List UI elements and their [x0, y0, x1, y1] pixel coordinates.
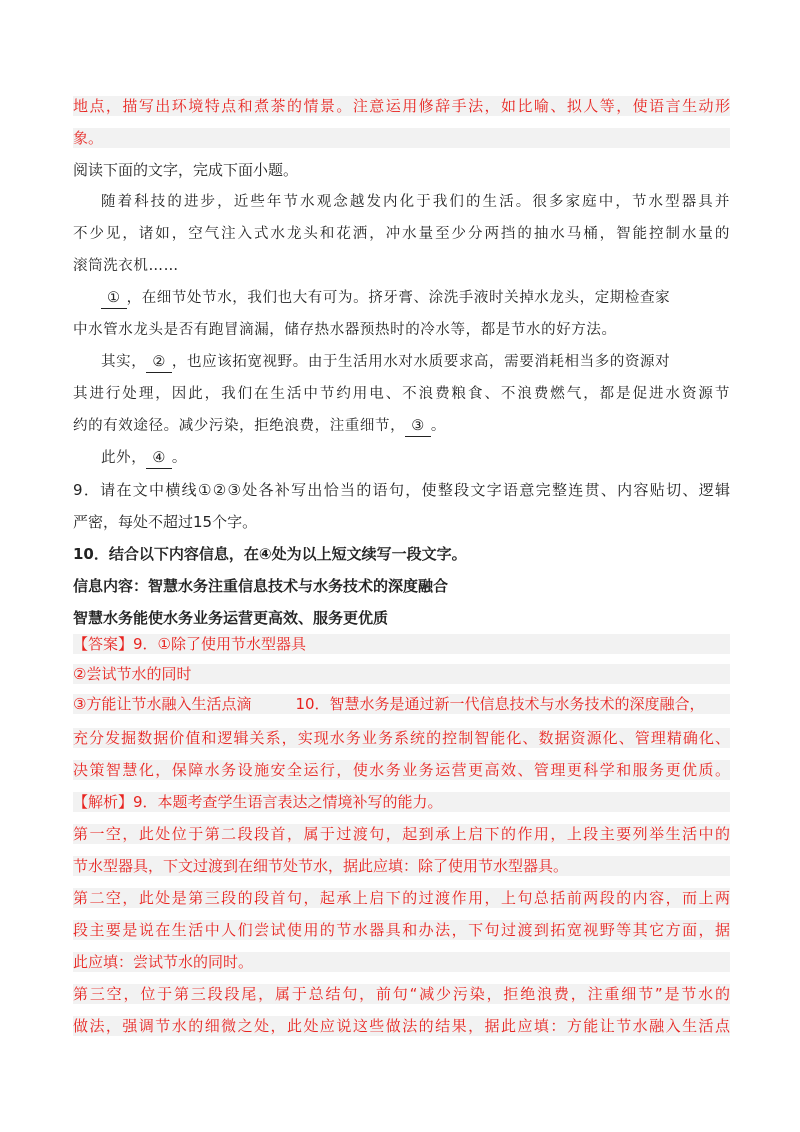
analysis-s2-line-3: 此应填：尝试节水的同时。: [73, 952, 730, 972]
analysis-intro: 9．本题考查学生语言表达之情境补写的能力。: [133, 793, 443, 811]
passage-p3-pre: 其实，: [101, 354, 147, 370]
analysis-s3-line-2: 做法，强调节水的细微之处，此处应说这些做法的结果，据此应填：方能让节水融入生活点: [73, 1017, 730, 1035]
analysis-s1-line-2: 节水型器具，下文过渡到在细节处节水，据此应填：除了使用节水型器具。: [73, 856, 730, 876]
passage-p1-line-2: 不少见，诸如，空气注入式水龙头和花洒，冲水量至少分两挡的抽水马桶，智能控制水量的: [73, 226, 730, 242]
passage-p3-line-3-end: 。: [430, 418, 446, 434]
passage-p4-end: 。: [171, 450, 188, 466]
analysis-label: 【解析】: [73, 793, 134, 811]
passage-p3-line-3-text: 约的有效途径。减少污染，拒绝浪费，注重细节，: [73, 418, 406, 434]
answer-10: 10．智慧水务是通过新一代信息技术与水务技术的深度融合，: [295, 695, 705, 713]
passage-p1-line-3: 滚筒洗衣机……: [73, 258, 179, 274]
answer-line-1: [73, 634, 730, 654]
analysis-s3-line-1: 第三空，位于第三段段尾，属于总结句，前句“减少污染，拒绝浪费，注重细节”是节水的: [73, 985, 730, 1003]
answer-line-4: 充分发掘数据价值和逻辑关系，实现水务业务系统的控制智能化、数据资源化、管理精确化、: [73, 729, 730, 747]
analysis-line-1: [73, 792, 730, 812]
prev-answer-line-2: 象。: [73, 128, 730, 148]
blank-3: ③: [405, 416, 431, 437]
blank-2: ②: [146, 352, 172, 373]
analysis-s2-line-2: 段主要是说在生活中人们尝试使用的节水器具和办法，下句过渡到拓宽视野等其它方面，据: [73, 921, 730, 939]
analysis-s2-line-1: 第二空，此处是第三段的段首句，起承上启下的过渡作用，上句总括前两段的内容，而上两: [73, 889, 730, 907]
analysis-s1-line-1: 第一空，此处位于第二段段首，属于过渡句，起到承上启下的作用，上段主要列举生活中的: [73, 825, 730, 843]
passage-p2-line-1-text: ，在细节处节水，我们也大有可为。挤牙膏、涂洗手液时关掉水龙头，定期检查家: [126, 290, 671, 306]
answer-label: 【答案】: [73, 635, 134, 653]
passage-p4: [101, 448, 730, 469]
passage-p3-line-1: [101, 352, 730, 373]
blank-4: ④: [146, 448, 172, 469]
passage-p3-line-1-text: ，也应该拓宽视野。由于生活用水对水质要求高，需要消耗相当多的资源对: [171, 354, 671, 370]
question-9-line-1: 9．请在文中横线①②③处各补写出恰当的语句，使整段文字语意完整连贯、内容贴切、逻辑: [73, 481, 730, 499]
reading-instruction: 阅读下面的文字，完成下面小题。: [73, 161, 299, 179]
passage-p1-line-1: 随着科技的进步，近些年节水观念越发内化于我们的生活。很多家庭中，节水型器具并: [101, 194, 730, 210]
answer-9-1: 9．①除了使用节水型器具: [133, 635, 307, 653]
passage-p3-line-3: [73, 416, 730, 437]
answer-line-5: 决策智慧化，保障水务设施安全运行，使水务业务运营更高效、管理更科学和服务更优质。: [73, 761, 730, 779]
answer-line-2: ②尝试节水的同时: [73, 664, 730, 684]
question-10-line-1: 10．结合以下内容信息，在④处为以上短文续写一段文字。: [73, 545, 467, 563]
question-10-info-1: 信息内容：智慧水务注重信息技术与水务技术的深度融合: [73, 577, 449, 595]
passage-p2-line-1: [101, 288, 730, 309]
passage-p4-pre: 此外，: [101, 450, 147, 466]
passage-p2-line-2: 中水管水龙头是否有跑冒滴漏，储存热水器预热时的冷水等，都是节水的好方法。: [73, 322, 617, 338]
question-10-info-2: 智慧水务能使水务业务运营更高效、服务更优质: [73, 609, 389, 627]
blank-1: ①: [101, 288, 127, 309]
answer-9-3: ③方能让节水融入生活点滴: [73, 695, 252, 713]
question-9-line-2: 严密，每处不超过15个字。: [73, 513, 258, 531]
answer-line-3: [73, 694, 730, 714]
passage-p3-line-2: 其进行处理，因此，我们在生活中节约用电、不浪费粮食、不浪费燃气，都是促进水资源节: [73, 386, 730, 402]
prev-answer-line-1: 地点，描写出环境特点和煮茶的情景。注意运用修辞手法，如比喻、拟人等，使语言生动形: [73, 97, 730, 115]
